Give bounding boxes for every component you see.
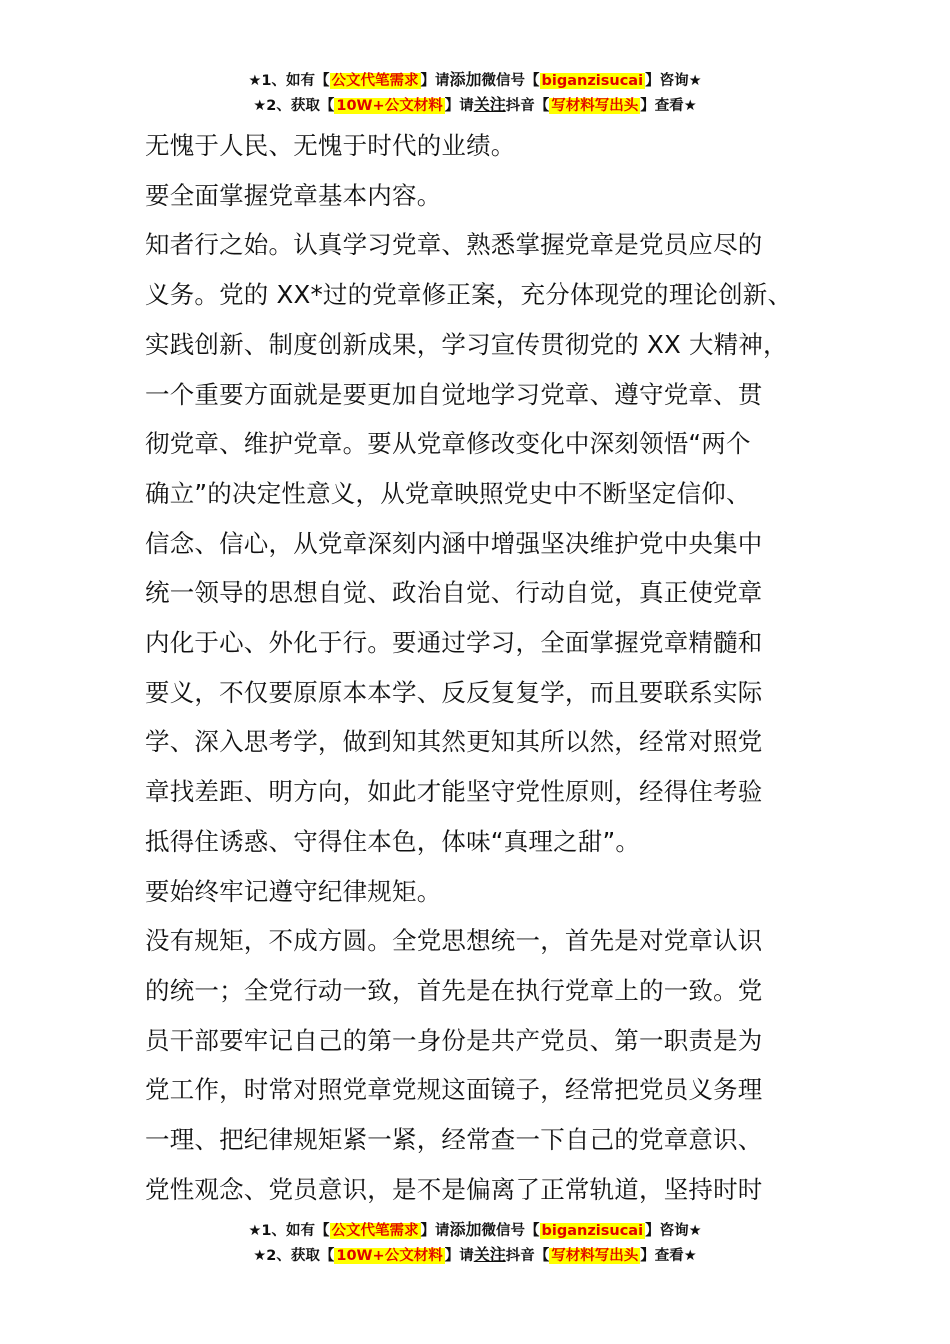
body-line: 要义，不仅要原原本本学、反反复复学，而且要联系实际 — [145, 677, 763, 707]
banner-highlight: 公文代笔需求 — [331, 1223, 419, 1239]
banner-line-1 — [0, 68, 950, 93]
banner-text: 】请 — [444, 98, 474, 114]
section-heading: 要始终牢记遵守纪律规矩。 — [145, 876, 442, 906]
banner-highlight-wechat: biganzisucai — [541, 73, 644, 89]
banner-text: 】请 — [444, 1248, 474, 1264]
banner-highlight-douyin: 写材料写出头 — [551, 1248, 639, 1264]
body-line: 义务。党的 XX*过的党章修正案，充分体现党的理论创新、 — [145, 280, 793, 310]
banner-line-1 — [0, 1218, 950, 1243]
banner-highlight: 公文代笔需求 — [331, 73, 419, 89]
body-line: 统一领导的思想自觉、政治自觉、行动自觉，真正使党章 — [145, 578, 763, 608]
body-line: 内化于心、外化于行。要通过学习，全面掌握党章精髓和 — [145, 628, 763, 658]
body-line: 抵得住诱惑、守得住本色，体味“真理之甜”。 — [145, 826, 641, 856]
body-line: 知者行之始。认真学习党章、熟悉掌握党章是党员应尽的 — [145, 230, 763, 260]
banner-highlight: 10W+公文材料 — [336, 1248, 443, 1264]
banner-text: 】查看★ — [640, 98, 697, 114]
body-line: 一理、把纪律规矩紧一紧，经常查一下自己的党章意识、 — [145, 1125, 763, 1155]
body-line: 信念、信心，从党章深刻内涵中增强坚决维护党中央集中 — [145, 528, 763, 558]
banner-text: 添加 — [449, 1220, 482, 1239]
banner-text: 抖音【 — [505, 98, 550, 114]
banner-highlight-douyin: 写材料写出头 — [551, 98, 639, 114]
banner-line-2 — [0, 1243, 950, 1268]
banner-text: 】咨询★ — [645, 73, 702, 89]
banner-text: ★1、如有【 — [248, 1223, 330, 1239]
body-line: 确立”的决定性意义，从党章映照党史中不断坚定信仰、 — [145, 478, 751, 508]
banner-line-2 — [0, 93, 950, 118]
body-line: 章找差距、明方向，如此才能坚守党性原则，经得住考验 — [145, 777, 763, 807]
banner-text: 】请 — [420, 73, 450, 89]
banner-highlight-wechat: biganzisucai — [541, 1223, 644, 1239]
banner-text: ★2、获取【 — [253, 98, 335, 114]
body-line: 无愧于人民、无愧于时代的业绩。 — [145, 131, 516, 160]
body-line: 彻党章、维护党章。要从党章修改变化中深刻领悟“两个 — [145, 429, 751, 459]
banner-text: ★2、获取【 — [253, 1248, 335, 1264]
body-line: 学、深入思考学，做到知其然更知其所以然，经常对照党 — [145, 727, 763, 757]
document-body — [145, 121, 810, 1214]
banner-text: 】查看★ — [640, 1248, 697, 1264]
body-line: 员干部要牢记自己的第一身份是共产党员、第一职责是为 — [145, 1025, 763, 1055]
body-line: 一个重要方面就是要更加自觉地学习党章、遵守党章、贯 — [145, 379, 763, 409]
body-line: 党性观念、党员意识，是不是偏离了正常轨道，坚持时时 — [145, 1174, 763, 1204]
banner-text: ★1、如有【 — [248, 73, 330, 89]
body-line: 没有规矩，不成方圆。全党思想统一，首先是对党章认识 — [145, 926, 763, 956]
body-line: 党工作，时常对照党章党规这面镜子，经常把党员义务理 — [145, 1075, 763, 1105]
banner-text: 添加 — [449, 70, 482, 89]
banner-text: 】咨询★ — [645, 1223, 702, 1239]
header-banner — [0, 68, 950, 118]
banner-text: 微信号【 — [481, 73, 540, 89]
footer-banner — [0, 1218, 950, 1268]
banner-text: 关注 — [473, 95, 506, 114]
banner-text: 微信号【 — [481, 1223, 540, 1239]
banner-text: 抖音【 — [505, 1248, 550, 1264]
body-line: 的统一；全党行动一致，首先是在执行党章上的一致。党 — [145, 975, 763, 1005]
section-heading: 要全面掌握党章基本内容。 — [145, 180, 442, 210]
banner-text: 关注 — [473, 1245, 506, 1264]
banner-highlight: 10W+公文材料 — [336, 98, 443, 114]
body-line: 实践创新、制度创新成果，学习宣传贯彻党的 XX 大精神， — [145, 329, 788, 359]
banner-text: 】请 — [420, 1223, 450, 1239]
